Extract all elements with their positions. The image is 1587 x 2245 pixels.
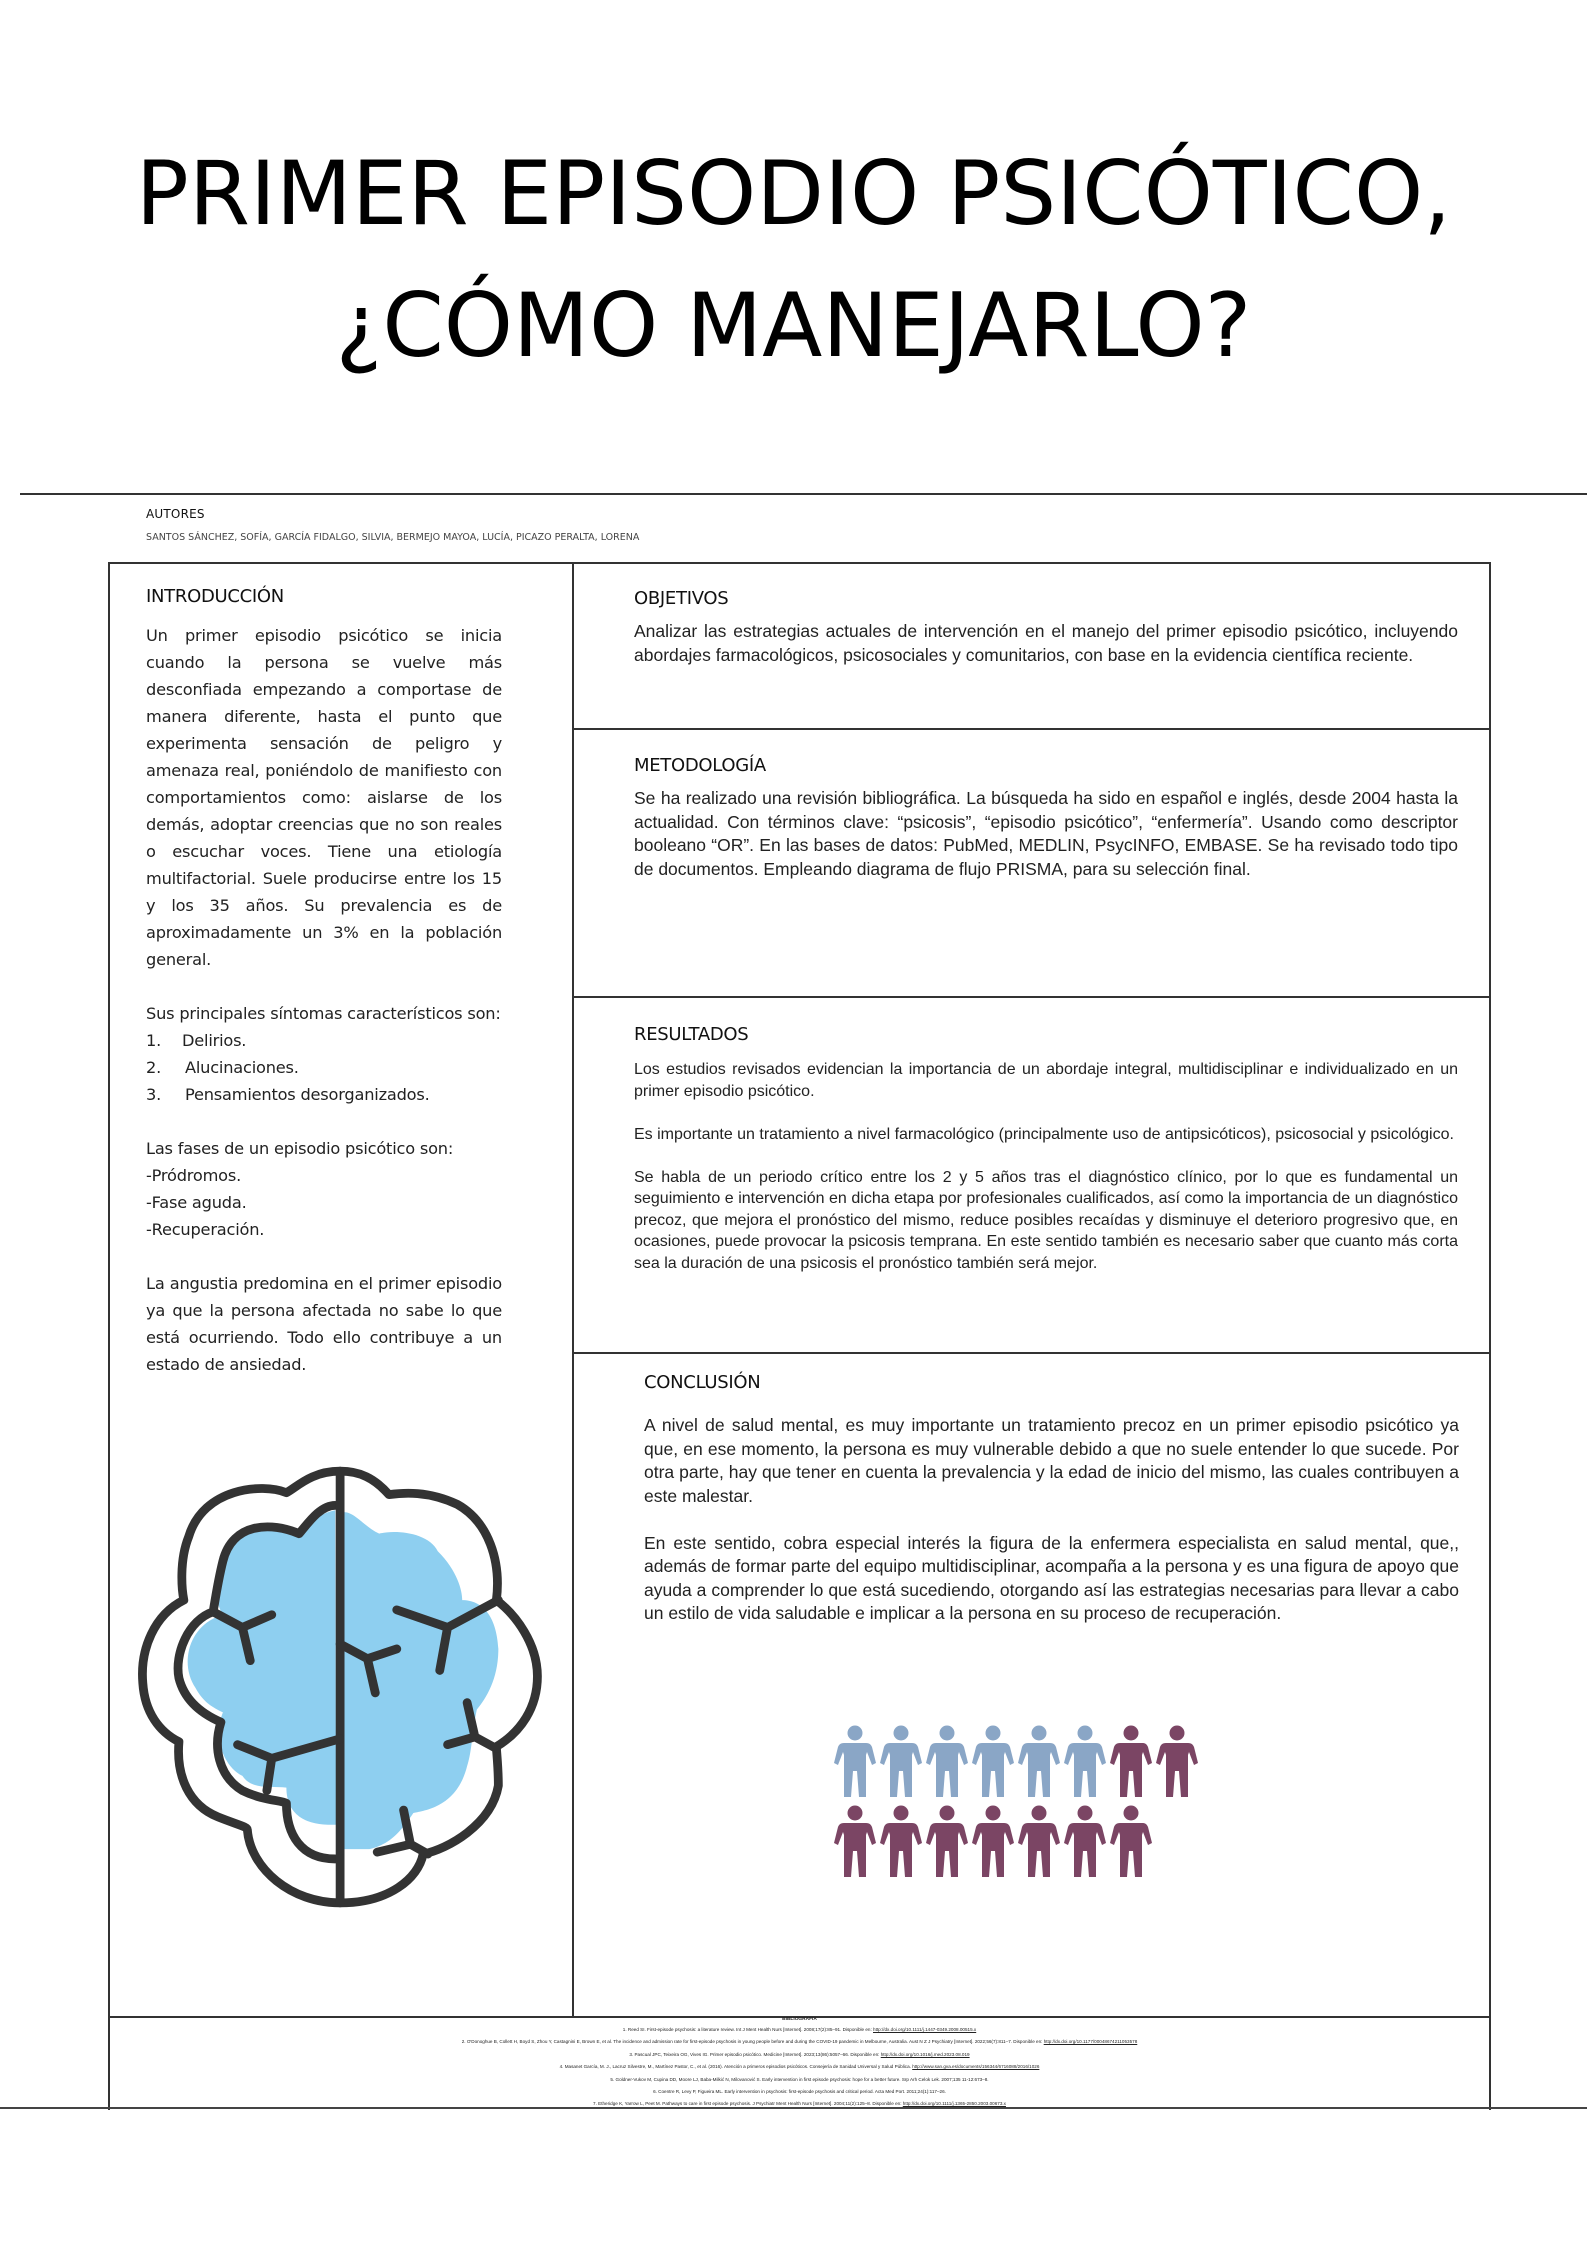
- bibliography-list: [110, 2024, 1489, 2111]
- bibliography-ref: [110, 2036, 1489, 2048]
- ref-text: 6. Coentre R, Levy P, Figueira ML. Early intervention in psychosis: first-episode psychosis and critical period. Acta Med Port. 2011;24(1):117–26.: [653, 2089, 946, 2095]
- person-icon-highlight: [880, 1726, 922, 1798]
- bibliography-ref: [110, 2098, 1489, 2110]
- ref-link[interactable]: http://dx.doi.org/10.1111/j.1365-2850.2003.00673.x: [902, 2101, 1006, 2107]
- objetivos-body: Analizar las estrategias actuales de intervención en el manejo del primer episodio psicótico, incluyendo abordajes farmacológicos, psicosociales y comunitarios, con base en la evidencia científica reciente.: [634, 621, 1458, 665]
- resultados-body: [634, 1059, 1458, 1274]
- symptoms-intro: Sus principales síntomas característicos son:: [146, 1004, 501, 1023]
- symptom-item: [146, 1027, 502, 1054]
- bibliography-ref: [110, 2049, 1489, 2061]
- person-icon: [1156, 1726, 1198, 1798]
- poster-title: [0, 128, 1587, 392]
- symptom-text: Alucinaciones.: [185, 1058, 299, 1077]
- person-icon: [972, 1806, 1014, 1878]
- symptom-item: [146, 1054, 502, 1081]
- ref-link[interactable]: http://dx.doi.org/10.1111/j.1447-0349.2008.00515.x: [873, 2027, 977, 2032]
- conclusion-paragraph: En este sentido, cobra especial interés la figura de la enfermera especialista en salud mental, que,, además de formar parte del equipo multidisciplinar, acompaña a la persona y es una figura de apoyo que ayuda a comprender lo que está sucediendo, otorgando así las estrategias necesarias para llevar a cabo un estilo de vida saludable e implicar a la persona en su proceso de recuperación.: [644, 1532, 1459, 1623]
- resultados-paragraph: Los estudios revisados evidencian la importancia de un abordaje integral, multidisciplinar e individualizado en un primer episodio psicótico.: [634, 1061, 1458, 1100]
- conclusion-body: [644, 1414, 1459, 1626]
- resultados-paragraph: Es importante un tratamiento a nivel farmacológico (principalmente uso de antipsicóticos), psicosocial y psicológico.: [634, 1125, 1454, 1143]
- person-icon: [1018, 1806, 1060, 1878]
- ref-link[interactable]: http://www.san.gva.es/documents/156344/6716088/2016/1026: [912, 2064, 1040, 2070]
- authors-label: AUTORES: [146, 507, 205, 521]
- person-icon-highlight: [1018, 1726, 1060, 1798]
- bibliography-ref: [110, 2024, 1489, 2036]
- resultados-title: RESULTADOS: [634, 1024, 749, 1045]
- bibliography-ref: [110, 2061, 1489, 2073]
- conclusion-paragraph: A nivel de salud mental, es muy importante un tratamiento precoz en un primer episodio psicótico ya que, en ese momento, la persona es muy vulnerable debido a que no suele entender lo que sucede. Por otra parte, hay que tener en cuenta la prevalencia y la edad de inicio del mismo, las cuales contribuyen a este malestar.: [644, 1415, 1459, 1506]
- bibliography: [110, 2016, 1489, 2111]
- symptom-number: 2.: [146, 1058, 162, 1077]
- symptom-item: [146, 1081, 502, 1108]
- bibliography-ref: [110, 2074, 1489, 2086]
- divider-objetivos-metodologia: [572, 728, 1491, 730]
- column-divider: [572, 563, 574, 2018]
- ref-link[interactable]: http://dx.doi.org/10.1016/j.med.2023.08.019: [880, 2051, 970, 2057]
- ref-text: 7. Etheridge K, Yarrow L, Peet M. Pathways to care in first episode psychosis. J Psychiatr Ment Health Nurs [Internet]. 2004;11(2):125–8. Disponible en:: [593, 2101, 903, 2107]
- person-icon: [1110, 1806, 1152, 1878]
- brain-fill-left: [188, 1510, 337, 1825]
- ref-link[interactable]: http://dx.doi.org/10.1177/00048674211053578: [1043, 2039, 1138, 2045]
- phase-item: -Recuperación.: [146, 1220, 265, 1239]
- introduccion-body: [146, 622, 502, 1378]
- ref-text: 3. Pascual JPC, Teixeira OG, Vives IG. Primer episodio psicótico. Medicine [Internet]. 2023;13(86):5057–66. Disponible en:: [629, 2051, 881, 2057]
- ref-text: 5. Goldner-Vukov M, Cupina DD, Moore LJ, Baba-Milkić N, Milovanović S. Early intervention in first episode psychosis: hope for a better future. Srp Arh Celok Lek. 2007;135 11-12:673–8.: [610, 2076, 989, 2082]
- header-divider: [20, 493, 1587, 495]
- poster-title-line-1: PRIMER EPISODIO PSICÓTICO,: [135, 142, 1452, 245]
- symptom-number: 1.: [146, 1031, 162, 1050]
- person-icon-highlight: [972, 1726, 1014, 1798]
- divider-resultados-conclusion: [572, 1352, 1491, 1354]
- symptom-text: Pensamientos desorganizados.: [185, 1085, 430, 1104]
- people-infographic: [832, 1722, 1202, 1887]
- phases-intro: Las fases de un episodio psicótico son:: [146, 1139, 454, 1158]
- conclusion-title: CONCLUSIÓN: [644, 1372, 761, 1393]
- person-icon-highlight: [926, 1726, 968, 1798]
- ref-text: 2. O'Donoghue B, Collett H, Boyd S, Zhou Y, Castagnini E, Brown E, et al. The incidence and admission rate for first-episode psychosis in young people before and during the COVID-19 pandemic in Melbourne, Australia. Aust N Z J Psychiatry [Internet]. 2022;56(7):811–7. Disponible en:: [461, 2039, 1044, 2045]
- bibliography-title: BIBLIOGRAFIA: [782, 2017, 817, 2022]
- poster-title-line-2: ¿CÓMO MANEJARLO?: [335, 274, 1252, 377]
- phase-item: -Pródromos.: [146, 1166, 242, 1185]
- person-icon: [834, 1806, 876, 1878]
- brain-fill-right: [344, 1512, 498, 1849]
- symptom-number: 3.: [146, 1085, 162, 1104]
- introduccion-paragraph: Un primer episodio psicótico se inicia cuando la persona se vuelve más desconfiada empezando a comportase de manera diferente, hasta el punto que experimenta sensación de peligro y amenaza real, poniéndolo de manifiesto con comportamientos como: aislarse de los demás, adoptar creencias que no son reales o escuchar voces. Tiene una etiología multifactorial. Suele producirse entre los 15 y los 35 años. Su prevalencia es de aproximadamente un 3% en la población general.: [146, 626, 502, 969]
- ref-text: 1. Reed SI. First-episode psychosis: a literature review. Int J Ment Health Nurs [Internet]. 2008;17(2):85–91. Disponible en:: [622, 2027, 874, 2032]
- authors-names: SANTOS SÁNCHEZ, SOFÍA, GARCÍA FIDALGO, SILVIA, BERMEJO MAYOA, LUCÍA, PICAZO PERALTA, LORENA: [146, 532, 640, 543]
- divider-metodologia-resultados: [572, 996, 1491, 998]
- resultados-paragraph: Se habla de un periodo crítico entre los 2 y 5 años tras el diagnóstico clínico, por lo que es fundamental un seguimiento e intervención en dicha etapa por profesionales cualificados, así como la importancia de un diagnóstico precoz, que mejora el pronóstico del mismo, reduce posibles recaídas y disminuye el deterioro progresivo que, en ocasiones, puede provocar la psicosis temprana. En este sentido también es necesario saber que cuanto más corta sea la duración de una psicosis el pronóstico también será mejor.: [634, 1168, 1458, 1272]
- person-icon-highlight: [1064, 1726, 1106, 1798]
- person-icon: [880, 1806, 922, 1878]
- person-icon: [1064, 1806, 1106, 1878]
- symptom-text: Delirios.: [182, 1031, 247, 1050]
- person-icon: [1110, 1726, 1152, 1798]
- introduccion-title: INTRODUCCIÓN: [146, 586, 284, 607]
- objetivos-title: OBJETIVOS: [634, 588, 729, 609]
- ref-text: 4. Masanet García, M. J., Lacruz Silvestre, M., Martínez Pastor, C., et al. (2016). Atención a primeros episodios psicóticos. Consejería de Sanidad Universal y Salud Pública.: [559, 2064, 913, 2070]
- person-icon: [926, 1806, 968, 1878]
- metodologia-title: METODOLOGÍA: [634, 755, 766, 776]
- metodologia-body: Se ha realizado una revisión bibliográfica. La búsqueda ha sido en español e inglés, desde 2004 hasta la actualidad. Con términos clave: “psicosis”, “episodio psicótico”, “enfermería”. Usando como descriptor booleano “OR”. En las bases de datos: PubMed, MEDLIN, PsycINFO, EMBASE. Se ha revisado todo tipo de documentos. Empleando diagrama de flujo PRISMA, para su selección final.: [634, 788, 1458, 879]
- person-icon-highlight: [834, 1726, 876, 1798]
- brain-icon: [135, 1452, 555, 1924]
- bibliography-ref: [110, 2086, 1489, 2098]
- introduccion-closing-paragraph: La angustia predomina en el primer episodio ya que la persona afectada no sabe lo que está ocurriendo. Todo ello contribuye a un estado de ansiedad.: [146, 1274, 502, 1374]
- phase-item: -Fase aguda.: [146, 1193, 247, 1212]
